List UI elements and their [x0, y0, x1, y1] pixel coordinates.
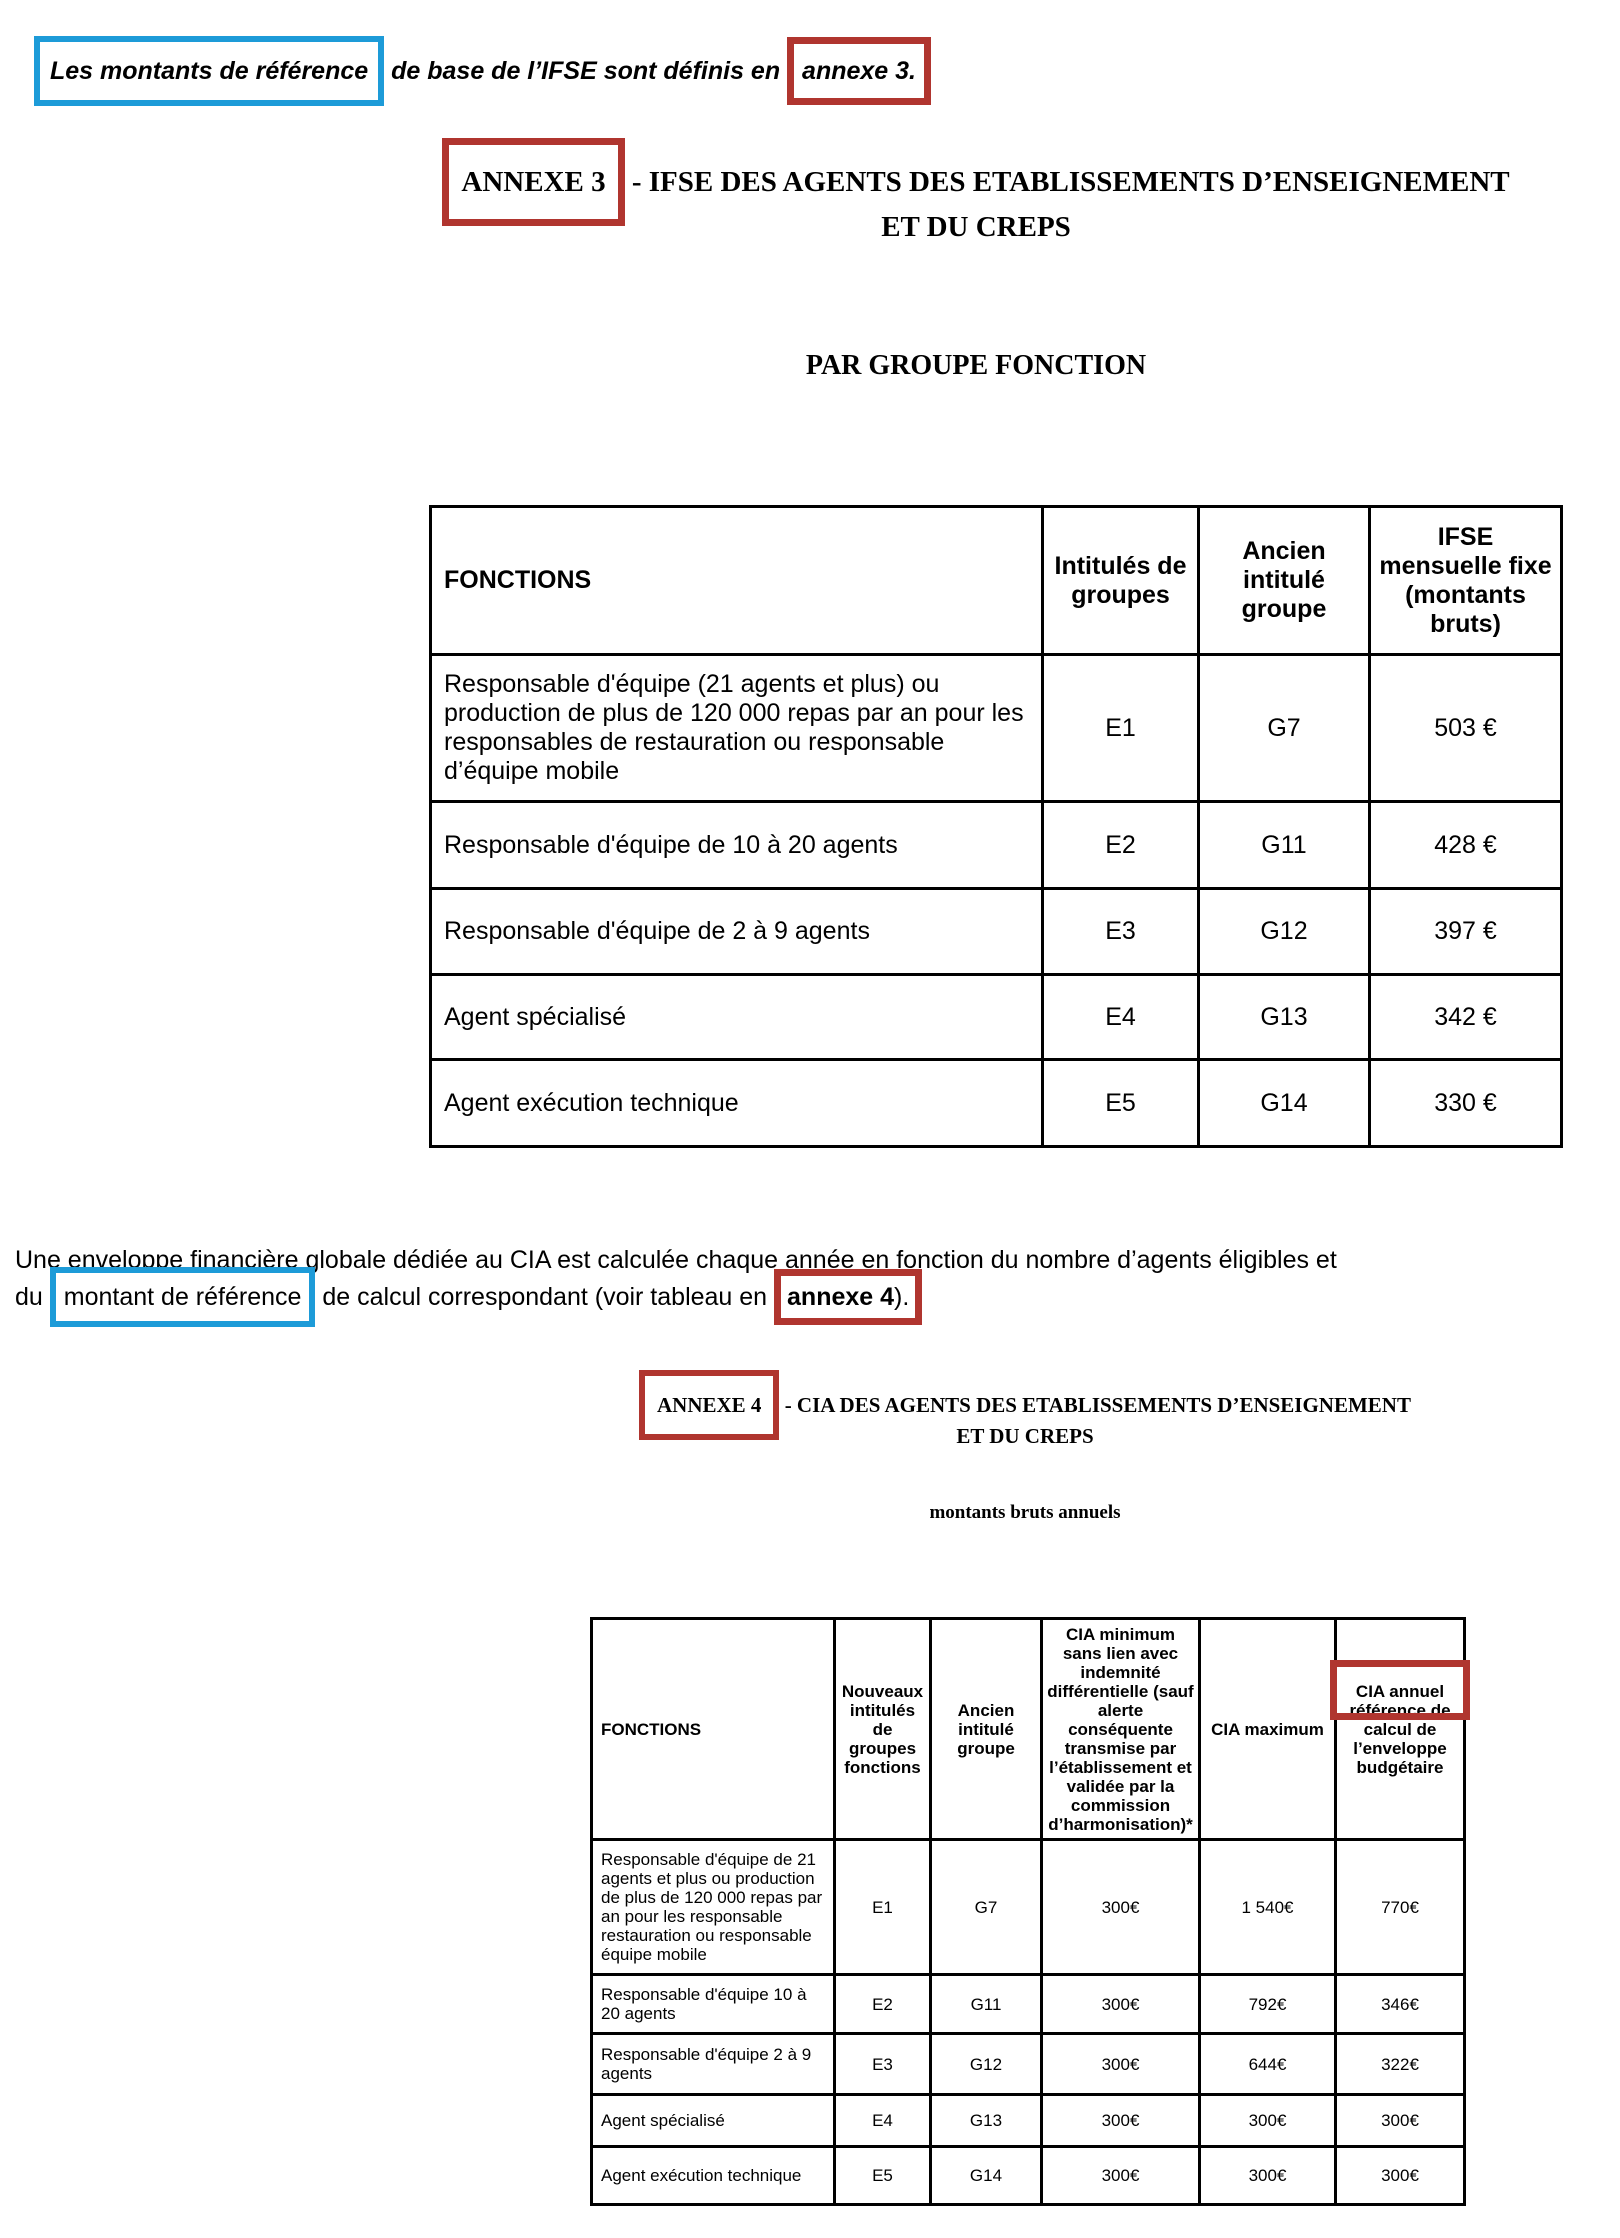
- header-ancien-intitule: Ancien intitulé groupe: [1199, 507, 1370, 655]
- table-cell-fonction: Agent exécution technique: [592, 2147, 835, 2205]
- table-cell-groupe: E1: [1043, 655, 1199, 802]
- table-cell-groupe: E4: [1043, 975, 1199, 1060]
- table-row: [592, 2095, 1465, 2147]
- table-cell-fonction: Agent exécution technique: [431, 1060, 1043, 1147]
- annexe4-title-line1: [430, 1390, 1620, 1421]
- table-cell-cia-annuel: 770€: [1336, 1840, 1465, 1975]
- highlight-box-blue-montants-reference: [34, 36, 384, 106]
- annexe4-title-line2: ET DU CREPS: [956, 1424, 1094, 1448]
- annexe3-subtitle: PAR GROUPE FONCTION: [805, 350, 1147, 381]
- cia-highlighted-text: montant de référence: [63, 1283, 302, 1311]
- table-cell-groupe: E3: [1043, 889, 1199, 975]
- table-cell-fonction: Responsable d'équipe 10 à 20 agents: [592, 1975, 835, 2034]
- table-cell-groupe: E3: [835, 2034, 931, 2095]
- cia-paragraph-line1: Une enveloppe financière globale dédiée au CIA est calculée chaque année en fonction du nombre d’agents éligibles et: [15, 1246, 1337, 1274]
- table-cell-cia-min: 300€: [1042, 1975, 1200, 2034]
- table-cell-fonction: Responsable d'équipe de 10 à 20 agents: [431, 802, 1043, 889]
- table-cell-cia-max: 644€: [1200, 2034, 1336, 2095]
- table-row: [431, 889, 1562, 975]
- highlight-box-blue-montant-reference: [50, 1267, 316, 1327]
- highlight-box-red-annexe4-ref: [774, 1269, 922, 1325]
- annexe3-title-line2: ET DU CREPS: [881, 211, 1071, 243]
- table-cell-ancien: G13: [931, 2095, 1042, 2147]
- intro-highlighted-text: Les montants de référence: [50, 57, 369, 85]
- highlight-box-red-annexe3-ref: [787, 37, 931, 105]
- cia-annexe4-tail: ).: [894, 1283, 910, 1311]
- table-row: [431, 802, 1562, 889]
- table-cell-cia-min: 300€: [1042, 1840, 1200, 1975]
- table-cell-fonction: Responsable d'équipe de 2 à 9 agents: [431, 889, 1043, 975]
- intro-sentence: [34, 57, 1434, 86]
- table-cell-ancien: G14: [1199, 1060, 1370, 1147]
- annexe3-title-rest: - IFSE DES AGENTS DES ETABLISSEMENTS D’ENSEIGNEMENT: [624, 166, 1510, 198]
- table-cell-fonction: Agent spécialisé: [431, 975, 1043, 1060]
- table-row: [431, 1060, 1562, 1147]
- header-cia-maximum: CIA maximum: [1200, 1619, 1336, 1840]
- cia-paragraph-line2: [15, 1279, 1615, 1316]
- table-cell-cia-min: 300€: [1042, 2095, 1200, 2147]
- table-cell-cia-annuel: 346€: [1336, 1975, 1465, 2034]
- header-cia-annuel: CIA annuel référence de calcul de l’enveloppe budgétaire: [1336, 1619, 1465, 1840]
- table-cell-fonction: Responsable d'équipe (21 agents et plus) ou production de plus de 120 000 repas par an pour les responsables de restauration ou responsable d’équipe mobile: [431, 655, 1043, 802]
- header-nouveaux-intitules: Nouveaux intitulés de groupes fonctions: [835, 1619, 931, 1840]
- table-cell-fonction: Responsable d'équipe 2 à 9 agents: [592, 2034, 835, 2095]
- table-cell-groupe: E2: [835, 1975, 931, 2034]
- table-cell-ancien: G11: [1199, 802, 1370, 889]
- annexe3-title: [332, 160, 1620, 250]
- table-cell-groupe: E5: [835, 2147, 931, 2205]
- annexe3-title-line1: [332, 160, 1620, 205]
- table-header-row: [431, 507, 1562, 655]
- table-cell-montant: 342 €: [1370, 975, 1562, 1060]
- annexe4-title: [430, 1390, 1620, 1452]
- highlight-box-red-annexe4-title: [639, 1370, 779, 1440]
- header-fonctions: FONCTIONS: [431, 507, 1043, 655]
- table-cell-cia-max: 792€: [1200, 1975, 1336, 2034]
- table-cell-montant: 503 €: [1370, 655, 1562, 802]
- table-cell-ancien: G7: [1199, 655, 1370, 802]
- annexe4-label: ANNEXE 4: [657, 1393, 762, 1417]
- cia-annexe4-ref: annexe 4: [787, 1283, 895, 1311]
- table-cell-cia-max: 1 540€: [1200, 1840, 1336, 1975]
- table-cell-fonction: Agent spécialisé: [592, 2095, 835, 2147]
- table-cell-cia-min: 300€: [1042, 2034, 1200, 2095]
- cia-paragraph: [15, 1242, 1615, 1316]
- header-intitules-groupes: Intitulés de groupes: [1043, 507, 1199, 655]
- table-row: [592, 1840, 1465, 1975]
- table-cell-groupe: E2: [1043, 802, 1199, 889]
- table-annexe4-cia: [590, 1617, 1466, 2206]
- header-cia-minimum: CIA minimum sans lien avec indemnité différentielle (sauf alerte conséquente transmise par l’établissement et validée par la commission d’harmonisation)*: [1042, 1619, 1200, 1840]
- table-cell-cia-annuel: 322€: [1336, 2034, 1465, 2095]
- table-header-row: [592, 1619, 1465, 1840]
- cia-line2-pre: du: [15, 1283, 50, 1311]
- table-row: [592, 2147, 1465, 2205]
- cia-middle-text: de calcul correspondant (voir tableau en: [315, 1283, 775, 1311]
- intro-middle-text: de base de l’IFSE sont définis en: [384, 57, 788, 85]
- table-cell-groupe: E1: [835, 1840, 931, 1975]
- table-cell-cia-max: 300€: [1200, 2095, 1336, 2147]
- table-cell-cia-annuel: 300€: [1336, 2147, 1465, 2205]
- table-cell-cia-annuel: 300€: [1336, 2095, 1465, 2147]
- table-cell-groupe: E4: [835, 2095, 931, 2147]
- table-cell-ancien: G13: [1199, 975, 1370, 1060]
- table-row: [431, 975, 1562, 1060]
- table-annexe3-ifse: [429, 505, 1563, 1148]
- highlight-box-red-annexe3-title: [442, 138, 624, 226]
- table-cell-ancien: G14: [931, 2147, 1042, 2205]
- annexe4-subtitle: montants bruts annuels: [929, 1502, 1121, 1523]
- table-cell-ancien: G12: [931, 2034, 1042, 2095]
- table-cell-groupe: E5: [1043, 1060, 1199, 1147]
- table-row: [431, 655, 1562, 802]
- header-fonctions: FONCTIONS: [592, 1619, 835, 1840]
- table-cell-ancien: G11: [931, 1975, 1042, 2034]
- header-ancien-intitule: Ancien intitulé groupe: [931, 1619, 1042, 1840]
- intro-annexe3-ref: annexe 3.: [802, 57, 916, 85]
- table-row: [592, 1975, 1465, 2034]
- table-cell-cia-min: 300€: [1042, 2147, 1200, 2205]
- table-cell-cia-max: 300€: [1200, 2147, 1336, 2205]
- table-cell-ancien: G12: [1199, 889, 1370, 975]
- annexe3-label: ANNEXE 3: [461, 166, 606, 198]
- table-cell-montant: 397 €: [1370, 889, 1562, 975]
- header-ifse-mensuelle: IFSE mensuelle fixe (montants bruts): [1370, 507, 1562, 655]
- table-cell-montant: 330 €: [1370, 1060, 1562, 1147]
- table-cell-ancien: G7: [931, 1840, 1042, 1975]
- annexe4-title-rest: - CIA DES AGENTS DES ETABLISSEMENTS D’ENSEIGNEMENT: [779, 1393, 1411, 1417]
- table-row: [592, 2034, 1465, 2095]
- table-cell-fonction: Responsable d'équipe de 21 agents et plus ou production de plus de 120 000 repas par an pour les responsable restauration ou responsable équipe mobile: [592, 1840, 835, 1975]
- table-cell-montant: 428 €: [1370, 802, 1562, 889]
